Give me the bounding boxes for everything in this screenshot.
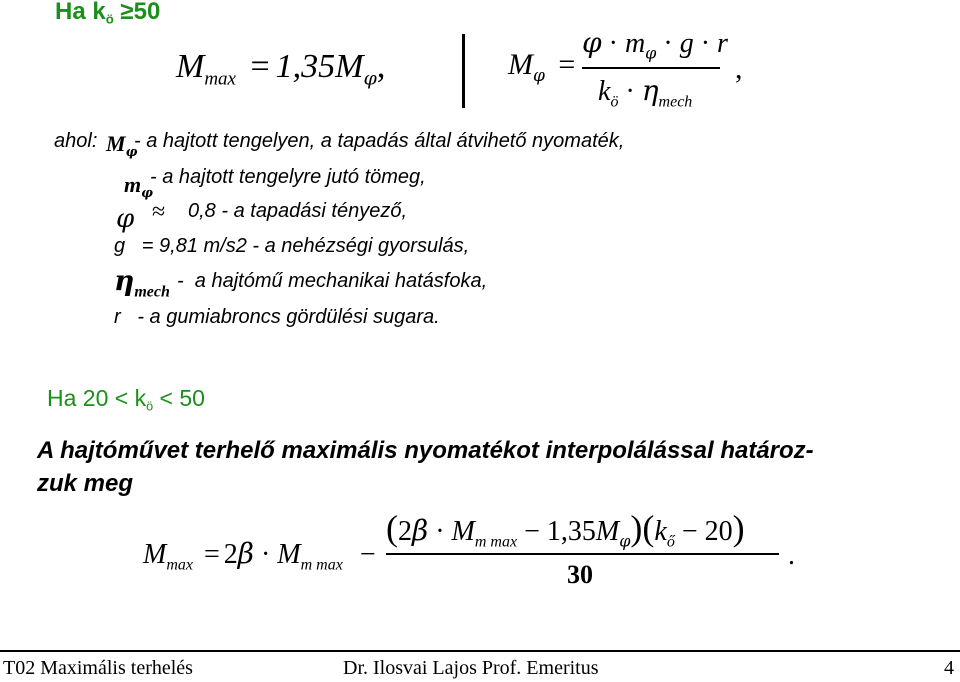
f2-num-dot1: ·	[608, 28, 618, 59]
f3-num-k: k	[654, 516, 667, 547]
f3-num-dot: ·	[435, 516, 445, 547]
def-M-sub: φ	[125, 145, 138, 161]
footer-author: Dr. Ilosvai Lajos Prof. Emeritus	[343, 657, 599, 679]
def-g-text: g = 9,81 m/s2 - a nehézségi gyorsulás,	[114, 235, 470, 257]
f3-num-parens: )(	[630, 508, 655, 548]
f3-M: M	[277, 539, 301, 570]
def-M-text: - a hajtott tengelyen, a tapadás által átvihető nyomaték,	[134, 130, 625, 152]
heading1-sub: ö	[105, 11, 114, 27]
def-r-text: r - a gumiabroncs gördülési sugara.	[114, 306, 440, 328]
formula-interp-lhs	[143, 537, 376, 574]
f3-fraction-bar	[386, 553, 779, 555]
formula-mphi-denominator	[598, 74, 692, 111]
formula-mmax	[176, 48, 385, 91]
f1-rhs-sub: φ	[363, 67, 377, 90]
f2-comma: ,	[735, 52, 743, 85]
paragraph-line2: zuk meg	[37, 470, 134, 497]
f3-num-open: (	[386, 508, 398, 548]
f1-eq: =	[250, 48, 270, 85]
def-ahol-label: ahol:	[54, 130, 98, 152]
f3-eq: =	[203, 539, 220, 570]
f3-num-20: 20	[704, 516, 733, 547]
f2-den-dot: ·	[625, 76, 635, 107]
f2-num-m: m	[624, 28, 646, 59]
def-eta-sub: mech	[134, 283, 170, 301]
f3-beta: β	[237, 537, 254, 570]
f1-lhs-sub: max	[204, 68, 236, 90]
f3-two: 2	[223, 539, 238, 570]
f1-comma: ,	[376, 48, 386, 85]
footer-title: T02 Maximális terhelés	[3, 657, 193, 679]
footer-rule	[0, 650, 960, 652]
f3-period: .	[788, 540, 795, 571]
formula-mphi-lhs	[508, 48, 575, 86]
def-approx-symbol: ≈	[152, 199, 166, 225]
f1-lhs: M	[176, 48, 205, 85]
f2-lhs: M	[508, 48, 533, 81]
heading-k-between	[47, 385, 205, 413]
f3-num-coef: 1,35	[546, 516, 596, 547]
f3-num-M-sub: m max	[474, 533, 518, 551]
heading1-suffix: ≥50	[113, 0, 161, 25]
f1-coef: 1,35	[275, 48, 336, 85]
f2-den-eta: η	[641, 74, 659, 107]
f1-rhs: M	[335, 48, 364, 85]
heading1-prefix: Ha k	[55, 0, 106, 25]
formula-interp-numerator	[386, 507, 745, 551]
f2-lhs-sub: φ	[533, 65, 545, 86]
heading2-suffix: < 50	[153, 385, 205, 411]
f3-lhs-sub: max	[166, 556, 193, 574]
f2-den-eta-sub: mech	[658, 93, 693, 111]
f3-num-minus: −	[524, 516, 540, 547]
f3-lhs: M	[143, 539, 167, 570]
def-eta-text: - a hajtómű mechanikai hatásfoka,	[177, 270, 488, 292]
f3-dot: ·	[260, 539, 271, 570]
def-eta-symbol	[114, 264, 170, 301]
f2-num-dot3: ·	[700, 28, 711, 59]
formula-mphi-numerator	[582, 26, 728, 62]
def-eta-sym: η	[114, 264, 135, 297]
f3-num-M2: M	[595, 516, 620, 547]
formula-divider	[462, 34, 465, 108]
f2-fraction-bar	[582, 67, 720, 69]
def-m-symbol	[124, 172, 153, 201]
f2-num-g: g	[679, 28, 694, 59]
footer-page-number: 4	[944, 657, 954, 679]
paragraph-line1: A hajtóművet terhelő maximális nyomatékot interpolálással határoz-	[37, 437, 814, 464]
f3-M-sub: m max	[300, 556, 343, 574]
f2-den-k-sub: ö	[610, 93, 619, 111]
f2-num-m-sub: φ	[645, 43, 657, 63]
f3-num-two: 2	[398, 516, 412, 547]
f3-num-k-sub: ő	[666, 533, 675, 551]
f3-num-M: M	[451, 516, 475, 547]
def-phi-text: 0,8 - a tapadási tényező,	[188, 200, 408, 222]
heading2-prefix: Ha 20 < k	[47, 385, 147, 411]
heading2-sub: ö	[146, 399, 154, 414]
f3-minus: −	[359, 539, 376, 570]
heading-k-ge-50	[55, 0, 160, 27]
f3-num-close: )	[732, 508, 745, 548]
f3-num-M2-sub: φ	[619, 531, 631, 551]
formula-interp-denominator: 30	[567, 560, 593, 589]
f2-num-r: r	[717, 28, 728, 59]
def-m-sym: m	[124, 172, 142, 197]
f2-den-k: k	[598, 76, 611, 107]
f2-num-dot2: ·	[663, 28, 673, 59]
f3-num-beta: β	[412, 514, 429, 547]
def-phi-symbol: φ	[116, 204, 135, 234]
def-m-text: - a hajtott tengelyre jutó tömeg,	[150, 166, 426, 188]
f2-num-phi: φ	[582, 26, 602, 59]
f3-num-minus2: −	[681, 516, 698, 547]
def-M-sym: M	[106, 131, 126, 156]
f2-eq: =	[558, 48, 576, 81]
def-M-symbol	[106, 131, 137, 160]
def-m-sub: φ	[141, 186, 153, 202]
